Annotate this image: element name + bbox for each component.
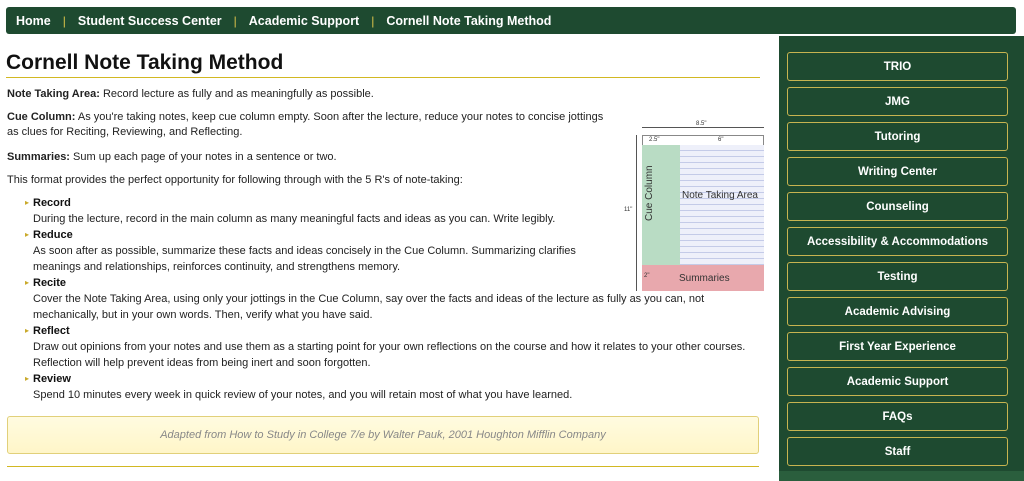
bullet-icon: ▸	[25, 374, 30, 383]
summaries-label: Summaries:	[7, 151, 70, 163]
breadcrumb-current-page[interactable]: Cornell Note Taking Method	[386, 13, 552, 28]
breadcrumb-academic-support[interactable]: Academic Support	[248, 13, 360, 28]
sidebar-item-accessibility[interactable]: Accessibility & Accommodations	[787, 227, 1008, 256]
list-item-title: Reduce	[33, 229, 73, 241]
list-item-text: Draw out opinions from your notes and use them as a starting point for your own reflections on the course and how it relates to your other courses. Reflection will help prevent ideas from being inert and soon forgotten.	[33, 341, 746, 369]
list-item	[25, 323, 755, 371]
note-taking-area-text: Record lecture as fully and as meaningfully as possible.	[99, 88, 374, 100]
breadcrumb-separator: |	[233, 13, 237, 28]
sidebar-item-trio[interactable]: TRIO	[787, 52, 1008, 81]
sidebar	[779, 36, 1024, 481]
height-label: 11"	[624, 207, 633, 213]
main-content	[6, 36, 760, 481]
summary-height-label: 2"	[644, 273, 650, 279]
source-credit: Adapted from How to Study in College 7/e by Walter Pauk, 2001 Houghton Mifflin Company	[7, 416, 759, 454]
summaries-diagram-label: Summaries	[679, 273, 730, 284]
sidebar-item-jmg[interactable]: JMG	[787, 87, 1008, 116]
intro-paragraph: This format provides the perfect opportunity for following through with the 5 R's of note-taking:	[7, 174, 463, 186]
list-item-text: As soon after as possible, summarize these facts and ideas concisely in the Cue Column. Summarizing clarifies meanings and relationships, reinforces continuity, and strengthens memory.	[33, 245, 576, 273]
bullet-icon: ▸	[25, 230, 30, 239]
note-taking-area-paragraph	[7, 87, 374, 102]
cue-column-diagram-label: Cue Column	[644, 165, 655, 221]
page-title: Cornell Note Taking Method	[6, 36, 760, 78]
list-item-title: Record	[33, 197, 71, 209]
width-dimension-line	[642, 127, 764, 128]
sidebar-item-testing[interactable]: Testing	[787, 262, 1008, 291]
list-item-title: Review	[33, 373, 71, 385]
cue-width-label: 2.5"	[649, 137, 660, 143]
list-item-text: During the lecture, record in the main column as many meaningful facts and ideas as you can. Write legibly.	[33, 213, 556, 225]
list-item-title: Recite	[33, 277, 67, 289]
height-dimension-line	[636, 135, 637, 291]
list-item-title: Reflect	[33, 325, 70, 337]
sidebar-item-writing-center[interactable]: Writing Center	[787, 157, 1008, 186]
note-taking-area	[680, 145, 764, 265]
bullet-icon: ▸	[25, 326, 30, 335]
sidebar-item-tutoring[interactable]: Tutoring	[787, 122, 1008, 151]
sidebar-item-counseling[interactable]: Counseling	[787, 192, 1008, 221]
breadcrumb-separator: |	[371, 13, 375, 28]
breadcrumb-home[interactable]: Home	[16, 13, 51, 28]
list-item-text: Spend 10 minutes every week in quick review of your notes, and you will retain most of what you have learned.	[33, 389, 573, 401]
list-item	[25, 371, 755, 403]
breadcrumb-separator: |	[62, 13, 66, 28]
list-item-text: Cover the Note Taking Area, using only your jottings in the Cue Column, say over the facts and ideas of the lecture as fully as you can, not mechanically, but in your own words. Then, verify what you have said.	[33, 293, 705, 321]
sidebar-item-faqs[interactable]: FAQs	[787, 402, 1008, 431]
breadcrumb-student-success-center[interactable]: Student Success Center	[77, 13, 222, 28]
summaries-text: Sum up each page of your notes in a sentence or two.	[69, 151, 337, 163]
cue-column-paragraph	[7, 110, 607, 140]
cue-column-text: As you're taking notes, keep cue column empty. Soon after the lecture, reduce your notes to concise jottings as clues for Reciting, Reviewing, and Reflecting.	[7, 111, 604, 138]
breadcrumb	[6, 7, 1016, 34]
notes-width-label: 6"	[718, 137, 724, 143]
cue-column-label: Cue Column:	[7, 111, 76, 123]
sidebar-item-academic-advising[interactable]: Academic Advising	[787, 297, 1008, 326]
divider	[7, 466, 759, 467]
bullet-icon: ▸	[25, 198, 30, 207]
sidebar-footer	[779, 471, 1024, 481]
note-taking-area-diagram-label: Note Taking Area	[682, 190, 758, 201]
sidebar-item-first-year-experience[interactable]: First Year Experience	[787, 332, 1008, 361]
bullet-icon: ▸	[25, 278, 30, 287]
summaries-paragraph	[7, 150, 337, 165]
width-label: 8.5"	[696, 121, 707, 127]
cornell-diagram	[622, 121, 766, 297]
sidebar-item-staff[interactable]: Staff	[787, 437, 1008, 466]
note-taking-area-label: Note Taking Area:	[7, 88, 100, 100]
sidebar-item-academic-support[interactable]: Academic Support	[787, 367, 1008, 396]
